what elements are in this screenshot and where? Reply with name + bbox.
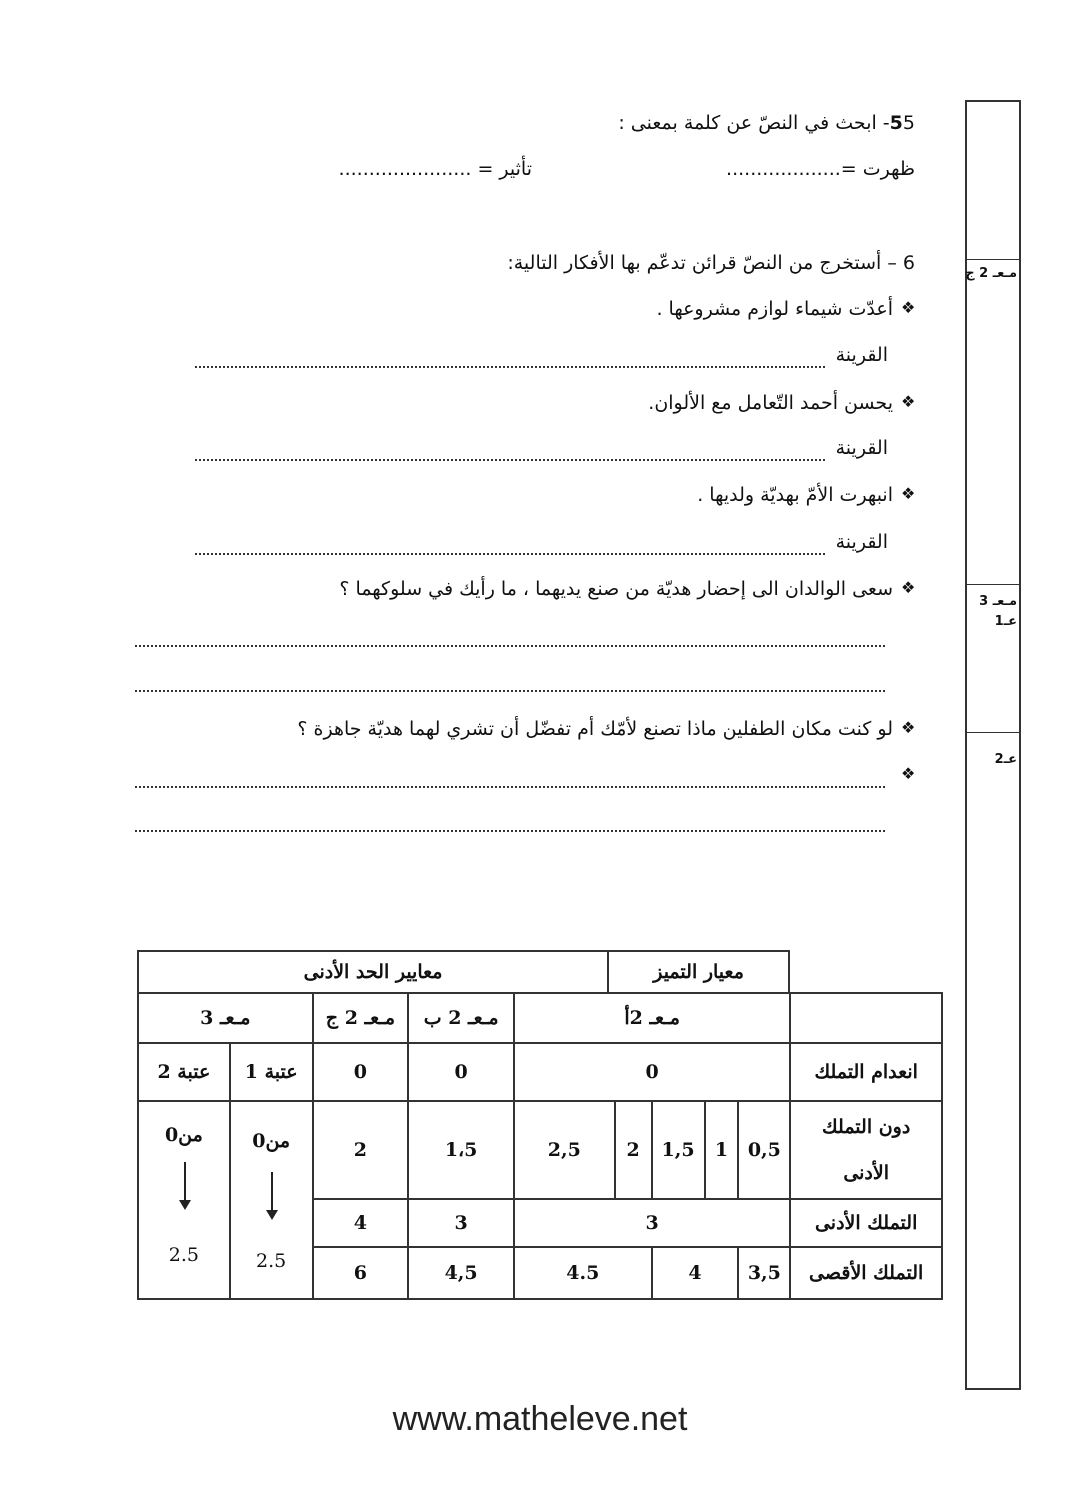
q6-title: 6 – أستخرج من النصّ قرائن تدعّم بها الأفكار التالية: (507, 252, 915, 274)
criteria-header-table (137, 950, 790, 994)
answer-line-7[interactable] (135, 830, 885, 832)
q6-opinion-text: سعى الوالدان الى إحضار هديّة من صنع يديهما ، ما رأيك في سلوكهما ؟ (339, 578, 893, 600)
col-step1: عتبة 1 (230, 1043, 313, 1101)
step1-range (230, 1101, 313, 1299)
down-arrow-icon (184, 1162, 186, 1204)
r4-m2a-v1: 4.5 (514, 1247, 652, 1299)
r1-m2a: 0 (514, 1043, 790, 1101)
row-label-min: التملك الأدنى (790, 1199, 942, 1247)
r2-m2c: 2 (313, 1101, 409, 1199)
q6-idea1-text: أعدّت شيماء لوازم مشروعها . (656, 298, 893, 320)
row-label-none: انعدام التملك (790, 1043, 942, 1101)
q6-idea3 (697, 484, 915, 506)
step1-max: 2.5 (256, 1250, 287, 1272)
clue-label-1: القرينة (835, 344, 888, 366)
margin-divider (967, 259, 1019, 260)
margin-label-step2: عـ2 (994, 752, 1017, 767)
col-m2a: مـعـ 2أ (514, 993, 790, 1043)
q6-idea3-text: انبهرت الأمّ بهديّة ولديها . (697, 484, 893, 506)
arrow-head-icon (179, 1200, 191, 1210)
diamond-bullet-icon (901, 488, 915, 502)
q6-idea2 (648, 392, 915, 414)
r3-m2a: 3 (514, 1199, 790, 1247)
answer-line-4[interactable] (135, 645, 885, 647)
r1-m2c: 0 (313, 1043, 409, 1101)
answer-line-3[interactable] (195, 553, 825, 555)
row-label-max: التملك الأقصى (790, 1247, 942, 1299)
step2-max: 2.5 (168, 1244, 199, 1266)
q5-title: 55- ابحث في النصّ عن كلمة بمعنى : (618, 112, 915, 134)
q6-place (297, 718, 915, 740)
col-m2c: مـعـ 2 ج (313, 993, 409, 1043)
margin-label-m2c: مـعـ 2 ج (965, 266, 1017, 281)
margin-label-step1: عـ1 (994, 614, 1017, 629)
excellence-header: معيار التميز (608, 951, 789, 993)
r2-m2a-v5: 0,5 (738, 1101, 790, 1199)
r4-m2c: 6 (313, 1247, 409, 1299)
row-label-below-min-1: دون التملك (822, 1115, 911, 1138)
r2-m2a-v4: 1 (705, 1101, 739, 1199)
diamond-bullet-icon (901, 302, 915, 316)
q6-idea2-text: يحسن أحمد التّعامل مع الألوان. (648, 392, 893, 414)
row-label-below-min-2: الأدنى (843, 1161, 890, 1184)
r4-m2a-v2: 4 (652, 1247, 739, 1299)
diamond-bullet-icon (901, 582, 915, 596)
r3-m2c: 4 (313, 1199, 409, 1247)
margin-label-m3: مـعـ 3 (979, 594, 1017, 609)
col-m3: مـعـ 3 (138, 993, 313, 1043)
row-label-below-min (790, 1101, 942, 1199)
diamond-bullet-icon (901, 768, 915, 782)
diamond-bullet-icon (901, 722, 915, 736)
clue-label-3: القرينة (835, 531, 888, 553)
q6-idea1 (656, 298, 915, 320)
r4-m2a-v3: 3,5 (738, 1247, 790, 1299)
q5-title-text: 5- ابحث في النصّ عن كلمة بمعنى : (618, 112, 915, 134)
grading-margin (965, 100, 1021, 1390)
step2-from: من0 (164, 1124, 203, 1146)
q5-item1: ظهرت =................... (726, 158, 915, 180)
q6-place-text: لو كنت مكان الطفلين ماذا تصنع لأمّك أم تفضّل أن تشري لهما هديّة جاهزة ؟ (297, 718, 893, 740)
r2-m2a-v3: 1,5 (652, 1101, 705, 1199)
r2-m2a-v1: 2,5 (514, 1101, 615, 1199)
r2-m2b: 1،5 (408, 1101, 514, 1199)
clue-label-2: القرينة (835, 437, 888, 459)
r3-m2b: 3 (408, 1199, 514, 1247)
r2-m2a-v2: 2 (615, 1101, 652, 1199)
r4-m2b: 4,5 (408, 1247, 514, 1299)
scoring-table (137, 992, 943, 1300)
margin-divider (967, 732, 1019, 733)
step2-range (138, 1101, 230, 1299)
margin-divider (967, 584, 1019, 585)
table-top-row (137, 950, 790, 992)
answer-line-5[interactable] (135, 690, 885, 692)
min-criteria-header: معايير الحد الأدنى (138, 951, 608, 993)
corner-cell (790, 993, 942, 1043)
q6-opinion (339, 578, 915, 600)
site-footer-link[interactable]: www.matheleve.net (392, 1400, 688, 1438)
answer-bullet (893, 764, 915, 786)
down-arrow-icon (271, 1172, 273, 1214)
step1-from: من0 (252, 1130, 291, 1152)
answer-line-6[interactable] (135, 786, 885, 788)
r1-m2b: 0 (408, 1043, 514, 1101)
diamond-bullet-icon (901, 396, 915, 410)
arrow-head-icon (266, 1210, 278, 1220)
answer-line-2[interactable] (195, 459, 825, 461)
q5-item2: تأثير = ...................... (338, 158, 532, 180)
col-m2b: مـعـ 2 ب (408, 993, 514, 1043)
answer-line-1[interactable] (195, 366, 825, 368)
col-step2: عتبة 2 (138, 1043, 230, 1101)
